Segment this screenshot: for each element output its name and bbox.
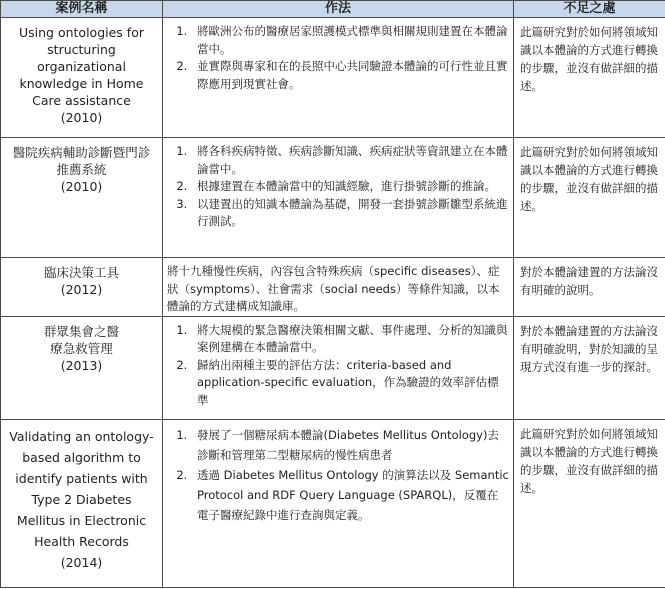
case-year: (2010) <box>60 110 103 125</box>
method-cell <box>163 18 514 138</box>
case-name-cell <box>1 138 163 258</box>
method-item: 1. 將各科疾病特徵、疾病診斷知識、疾病症狀等資訊建立在本體論當中。 <box>191 143 509 178</box>
header-weakness: 不足之處 <box>514 1 665 18</box>
method-item: 2. 歸納出兩種主要的評估方法：criteria-based and application-specific evaluation，作為驗證的效率評估標準 <box>191 357 509 410</box>
header-method: 作法 <box>163 1 514 18</box>
case-year: (2012) <box>60 282 103 297</box>
header-case-name: 案例名稱 <box>1 1 163 18</box>
case-name-cell <box>1 316 163 419</box>
method-text: 將十九種慢性疾病，內容包含特殊疾病（specific diseases）、症狀（symptoms）、社會需求（social needs）等條件知識，以本體論的方式建構成知識庫。 <box>167 264 500 313</box>
case-name-cell <box>1 18 163 138</box>
weakness-cell: 此篇研究對於如何將領域知識以本體論的方式進行轉換的步驟，並沒有做詳細的描述。 <box>514 419 665 587</box>
method-cell <box>163 258 514 317</box>
case-name-cell <box>1 419 163 587</box>
method-item: 2. 根據建置在本體論當中的知識經驗，進行掛號診斷的推論。 <box>191 178 509 196</box>
weakness-cell: 對於本體論建置的方法論沒有明確的說明。 <box>514 258 665 317</box>
case-name: Using ontologies for structuring organizational knowledge in Home Care assistance <box>19 25 144 108</box>
case-name: 群眾集會之醫療急救管理 <box>43 323 119 356</box>
method-item: 1. 將大規模的緊急醫療決策相關文獻、事件處理、分析的知識與案例建構在本體論當中。 <box>191 322 509 357</box>
weakness-cell: 此篇研究對於如何將領域知識以本體論的方式進行轉換的步驟，並沒有做詳細的描述。 <box>514 138 665 258</box>
case-year: (2014) <box>60 554 103 570</box>
case-year: (2013) <box>60 357 103 373</box>
case-name: 醫院疾病輔助診斷暨門診推薦系統 <box>12 145 151 177</box>
method-item: 3. 以建置出的知識本體論為基礎，開發一套掛號診斷雛型系統進行測試。 <box>191 196 509 231</box>
method-cell <box>163 419 514 587</box>
weakness-cell: 此篇研究對於如何將領域知識以本體論的方式進行轉換的步驟，並沒有做詳細的描述。 <box>514 18 665 138</box>
table-row <box>1 419 665 587</box>
method-item: 2. 並實際與專家和在的長照中心共同驗證本體論的可行性並且實際應用到現實社會。 <box>191 58 509 93</box>
table-row <box>1 138 665 258</box>
case-name: 臨床決策工具 <box>43 265 119 280</box>
table-row <box>1 18 665 138</box>
method-item: 1. 發展了一個糖尿病本體論(Diabetes Mellitus Ontology)去診斷和管理第二型糖尿病的慢性病患者 <box>191 425 509 465</box>
table-row <box>1 316 665 419</box>
method-cell <box>163 138 514 258</box>
table-header-row <box>1 1 665 18</box>
method-item: 1. 將歐洲公布的醫療居家照護模式標準與相關規則建置在本體論當中。 <box>191 23 509 58</box>
weakness-cell: 對於本體論建置的方法論沒有明確說明，對於知識的呈現方式沒有進一步的探討。 <box>514 316 665 419</box>
table-row <box>1 258 665 317</box>
method-item: 2. 透過 Diabetes Mellitus Ontology 的演算法以及 Semantic Protocol and RDF Query Language (SPARQL)，反覆在電子醫療紀錄中進行查詢與定義。 <box>191 465 509 525</box>
method-cell <box>163 316 514 419</box>
case-name-cell <box>1 258 163 317</box>
case-year: (2010) <box>60 179 103 194</box>
case-name: Validating an ontology-based algorithm to identify patients with Type 2 Diabetes Mellitus in Electronic Health Records <box>9 428 154 549</box>
